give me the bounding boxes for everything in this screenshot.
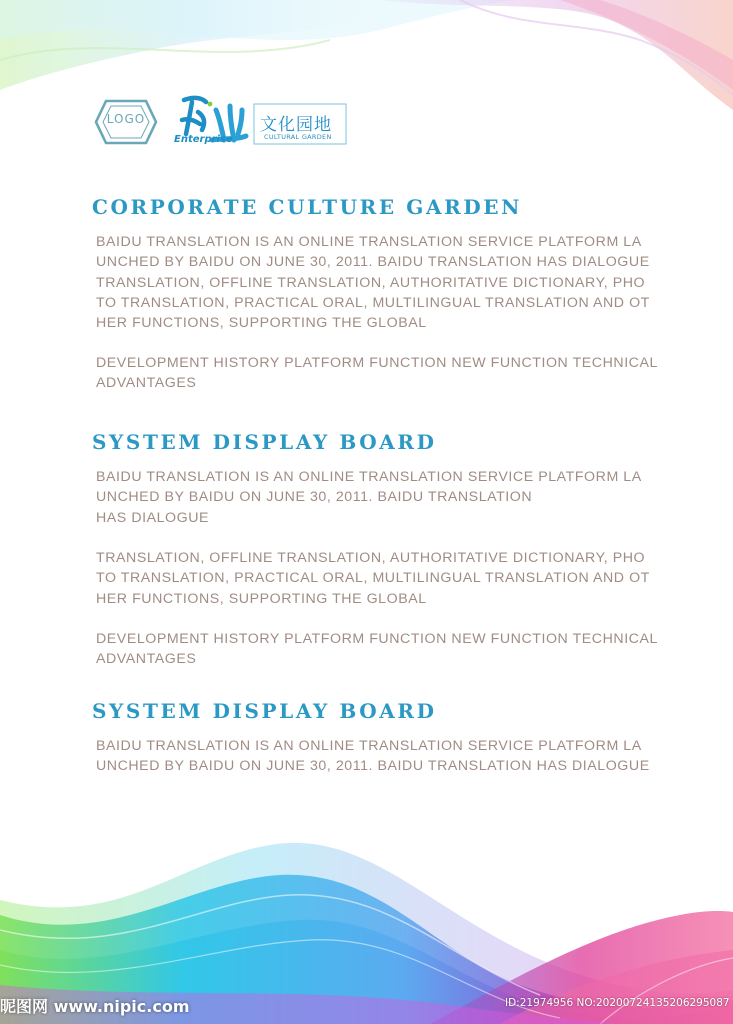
section-3-paragraph-1: BAIDU TRANSLATION IS AN ONLINE TRANSLATION SERVICE PLATFORM LA UNCHED BY BAIDU ON JUNE 30, 2011. BAIDU TRANSLATION HAS DIALOGUE bbox=[96, 738, 650, 775]
emblem-subtitle-en: CULTURAL GARDEN bbox=[264, 133, 332, 141]
section-1-paragraph-1: BAIDU TRANSLATION IS AN ONLINE TRANSLATION SERVICE PLATFORM LA UNCHED BY BAIDU ON JUNE 30, 2011. BAIDU TRANSLATION HAS DIALOGUE TRANSLATION, OFFLINE TRANSLATION, AUTHORITATIVE DICTIONARY, PHO TO TRANSLATION, PRACTICAL ORAL, MULTILINGUAL TRANSLATION AND OT HER FUNCTIONS, SUPPORTING THE GLOBAL bbox=[96, 234, 650, 332]
section-heading-system-display-2: SYSTEM DISPLAY BOARD bbox=[92, 699, 437, 723]
section-heading-system-display-1: SYSTEM DISPLAY BOARD bbox=[92, 430, 437, 454]
section-2-paragraph-1: BAIDU TRANSLATION IS AN ONLINE TRANSLATION SERVICE PLATFORM LA UNCHED BY BAIDU ON JUNE 30, 2011. BAIDU TRANSLATION HAS DIALOGUE bbox=[96, 469, 642, 526]
section-heading-corporate-culture: CORPORATE CULTURE GARDEN bbox=[92, 195, 522, 219]
logo-text: LOGO bbox=[106, 112, 146, 126]
watermark-id: ID:21974956 NO:20200724135206295087 bbox=[505, 997, 730, 1009]
watermark-site: 昵图网 www.nipic.com bbox=[0, 997, 190, 1016]
section-2-paragraph-3: DEVELOPMENT HISTORY PLATFORM FUNCTION NEW FUNCTION TECHNICAL ADVANTAGES bbox=[96, 631, 658, 668]
culture-garden-emblem bbox=[172, 90, 352, 152]
emblem-title-cn: 文化园地 bbox=[260, 115, 332, 135]
logo-badge bbox=[93, 98, 159, 146]
emblem-enterprise-label: Enterprise bbox=[174, 134, 233, 145]
section-2-paragraph-2: TRANSLATION, OFFLINE TRANSLATION, AUTHORITATIVE DICTIONARY, PHO TO TRANSLATION, PRACTICAL ORAL, MULTILINGUAL TRANSLATION AND OT HER FUNCTIONS, SUPPORTING THE GLOBAL bbox=[96, 550, 650, 607]
section-1-paragraph-2: DEVELOPMENT HISTORY PLATFORM FUNCTION NEW FUNCTION TECHNICAL ADVANTAGES bbox=[96, 355, 658, 392]
